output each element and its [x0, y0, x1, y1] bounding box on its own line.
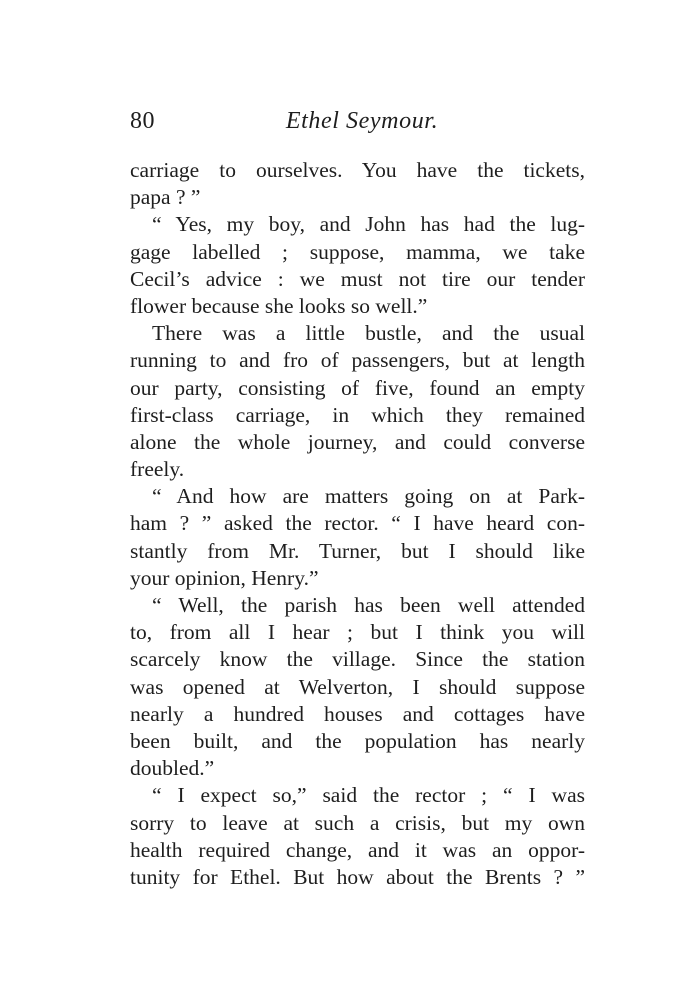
text-line: sorry to leave at such a crisis, but my own	[130, 810, 585, 835]
text-line: was opened at Welverton, I should suppose	[130, 674, 585, 699]
text-line: “ I expect so,” said the rector ; “ I was	[152, 783, 585, 808]
text-line: health required change, and it was an oppor-	[130, 837, 585, 862]
text-line: gage labelled ; suppose, mamma, we take	[130, 239, 585, 264]
text-line: flower because she looks so well.”	[130, 293, 428, 318]
text-line: first-class carriage, in which they remained	[130, 402, 585, 427]
text-line: carriage to ourselves. You have the tickets,	[130, 158, 585, 182]
text-line: nearly a hundred houses and cottages have	[130, 701, 585, 726]
page-header	[128, 108, 586, 144]
text-line: “ Yes, my boy, and John has had the lug-	[152, 212, 585, 237]
text-line: your opinion, Henry.”	[130, 565, 319, 590]
text-line: stantly from Mr. Turner, but I should like	[130, 538, 585, 563]
text-line: tunity for Ethel. But how about the Brents ? ”	[130, 864, 585, 889]
text-line: scarcely know the village. Since the station	[130, 647, 585, 672]
text-line: our party, consisting of five, found an empty	[130, 375, 585, 400]
text-line: alone the whole journey, and could converse	[130, 429, 585, 454]
text-line: “ And how are matters going on at Park-	[152, 484, 585, 509]
text-line: running to and fro of passengers, but at length	[130, 348, 585, 373]
text-line: ham ? ” asked the rector. “ I have heard con-	[130, 511, 585, 536]
page-number: 80	[130, 108, 155, 134]
text-line: been built, and the population has nearly	[130, 728, 585, 753]
text-line: doubled.”	[130, 756, 215, 781]
text-line: papa ? ”	[130, 185, 201, 210]
text-line: freely.	[130, 457, 185, 482]
text-line: to, from all I hear ; but I think you will	[130, 620, 585, 645]
text-line: Cecil’s advice : we must not tire our tender	[130, 266, 585, 291]
running-title: Ethel Seymour.	[285, 108, 439, 134]
text-line: “ Well, the parish has been well attended	[152, 593, 585, 617]
body-text	[130, 157, 585, 891]
text-line: There was a little bustle, and the usual	[152, 321, 585, 346]
